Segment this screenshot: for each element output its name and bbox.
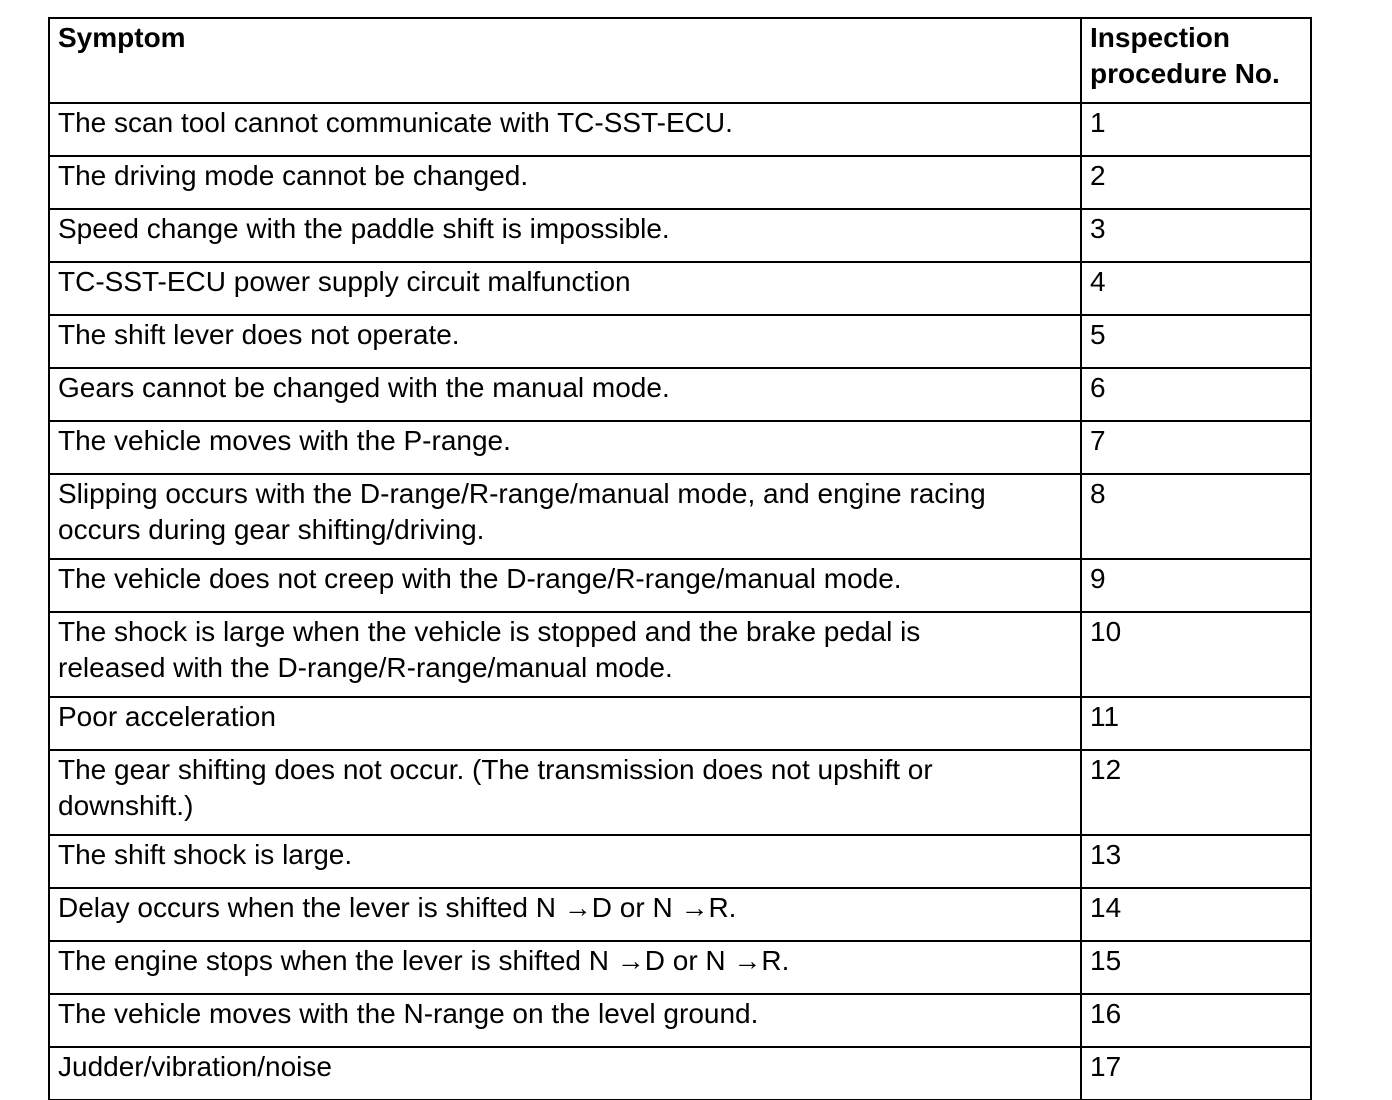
procedure-cell: 3: [1081, 209, 1311, 262]
symptom-cell: Gears cannot be changed with the manual mode.: [49, 368, 1081, 421]
symptom-cell: The vehicle moves with the N-range on the level ground.: [49, 994, 1081, 1047]
table-row: [49, 368, 1311, 421]
procedure-cell: 15: [1081, 941, 1311, 994]
table-row: [49, 750, 1311, 835]
symptom-cell: [49, 612, 1081, 697]
table-row: [49, 888, 1311, 941]
symptom-cell: The scan tool cannot communicate with TC-SST-ECU.: [49, 103, 1081, 156]
procedure-cell: 11: [1081, 697, 1311, 750]
symptom-cell: Speed change with the paddle shift is impossible.: [49, 209, 1081, 262]
procedure-header-line2: procedure No.: [1090, 58, 1280, 89]
symptom-cell: TC-SST-ECU power supply circuit malfunction: [49, 262, 1081, 315]
procedure-column-header: [1081, 18, 1311, 103]
procedure-cell: 7: [1081, 421, 1311, 474]
symptom-table: [48, 17, 1312, 1100]
symptom-cell: Judder/vibration/noise: [49, 1047, 1081, 1100]
procedure-cell: 8: [1081, 474, 1311, 559]
symptom-cell: The shift lever does not operate.: [49, 315, 1081, 368]
table-row: [49, 156, 1311, 209]
symptom-line2: downshift.): [58, 790, 194, 821]
table-row: [49, 103, 1311, 156]
table-row: [49, 697, 1311, 750]
symptom-cell: [49, 474, 1081, 559]
procedure-cell: 16: [1081, 994, 1311, 1047]
table-row: [49, 209, 1311, 262]
procedure-cell: 5: [1081, 315, 1311, 368]
table-row: [49, 559, 1311, 612]
procedure-cell: 2: [1081, 156, 1311, 209]
procedure-header-line1: Inspection: [1090, 22, 1231, 53]
symptom-line1: Slipping occurs with the D-range/R-range/manual mode, and engine racing: [58, 478, 986, 509]
table-row: [49, 994, 1311, 1047]
symptom-cell: The shift shock is large.: [49, 835, 1081, 888]
symptom-line2: occurs during gear shifting/driving.: [58, 514, 485, 545]
symptom-line1: The gear shifting does not occur. (The transmission does not upshift or: [58, 754, 933, 785]
procedure-cell: 10: [1081, 612, 1311, 697]
procedure-cell: 4: [1081, 262, 1311, 315]
table-row: [49, 1047, 1311, 1100]
symptom-cell: [49, 750, 1081, 835]
table-header-row: [49, 18, 1311, 103]
procedure-cell: 9: [1081, 559, 1311, 612]
procedure-cell: 13: [1081, 835, 1311, 888]
procedure-cell: 6: [1081, 368, 1311, 421]
table-row: [49, 474, 1311, 559]
table-row: [49, 941, 1311, 994]
table-row: [49, 315, 1311, 368]
table-row: [49, 262, 1311, 315]
symptom-line2: released with the D-range/R-range/manual mode.: [58, 652, 673, 683]
symptom-cell: Delay occurs when the lever is shifted N →D or N →R.: [49, 888, 1081, 941]
table-row: [49, 835, 1311, 888]
symptom-cell: The vehicle moves with the P-range.: [49, 421, 1081, 474]
table-row: [49, 421, 1311, 474]
procedure-cell: 17: [1081, 1047, 1311, 1100]
procedure-cell: 1: [1081, 103, 1311, 156]
symptom-cell: The engine stops when the lever is shifted N →D or N →R.: [49, 941, 1081, 994]
symptom-cell: The driving mode cannot be changed.: [49, 156, 1081, 209]
symptom-cell: Poor acceleration: [49, 697, 1081, 750]
symptom-line1: The shock is large when the vehicle is stopped and the brake pedal is: [58, 616, 921, 647]
procedure-cell: 12: [1081, 750, 1311, 835]
table-row: [49, 612, 1311, 697]
symptom-cell: The vehicle does not creep with the D-range/R-range/manual mode.: [49, 559, 1081, 612]
symptom-column-header: Symptom: [49, 18, 1081, 103]
procedure-cell: 14: [1081, 888, 1311, 941]
